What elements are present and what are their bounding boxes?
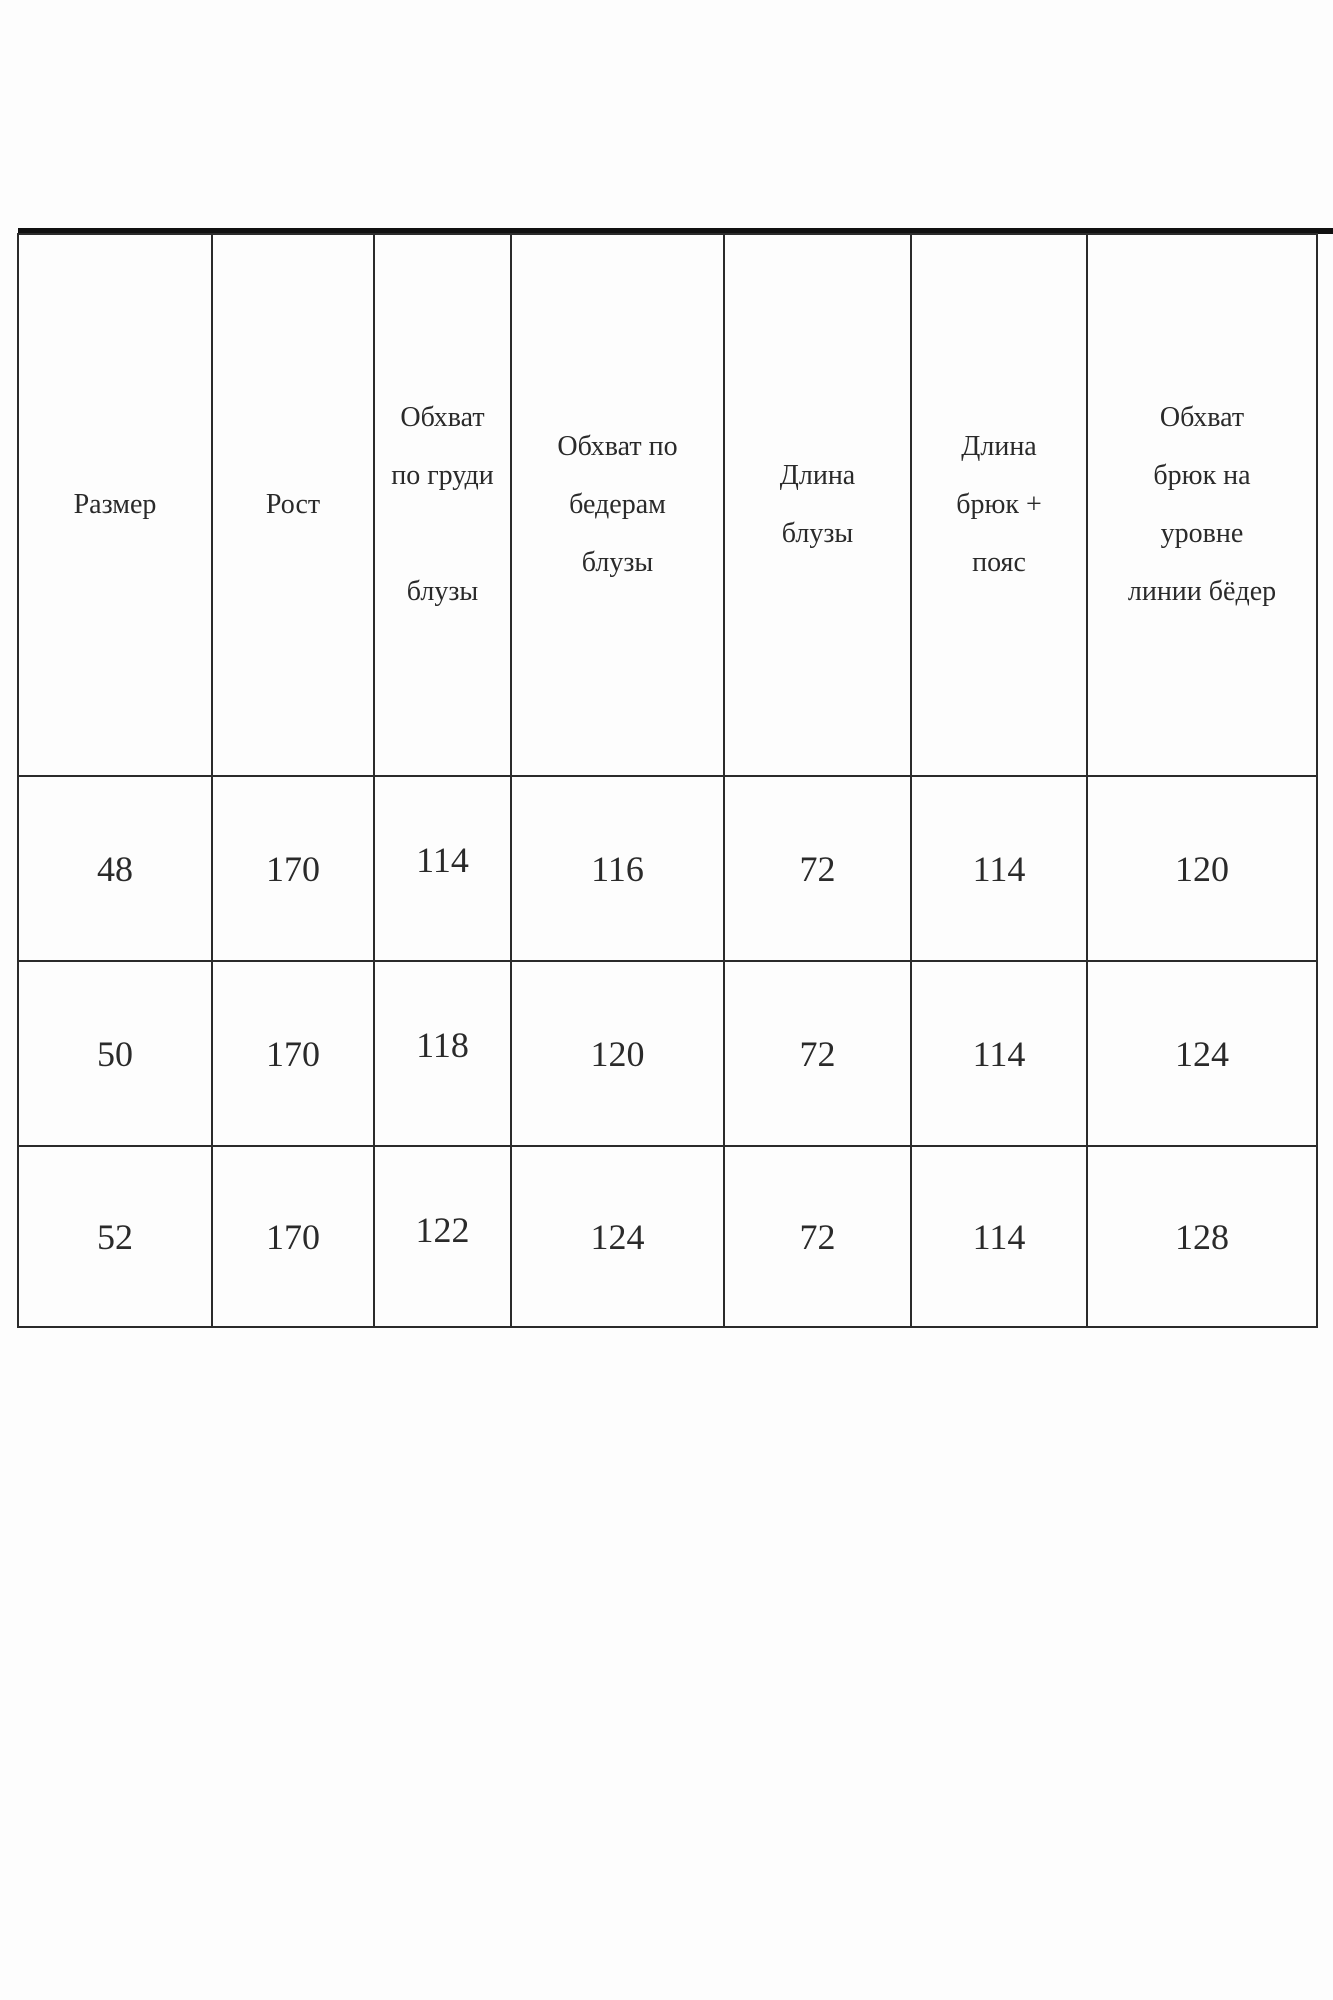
size-chart-table [17,233,1318,1328]
table-row [18,776,1317,961]
table-cell: 114 [911,1146,1087,1327]
table-cell: 120 [511,961,724,1146]
table-row [18,961,1317,1146]
table-cell: 170 [212,1146,374,1327]
header-bust: Обхват по груди блузы [374,234,511,776]
table-cell: 114 [911,776,1087,961]
header-height: Рост [212,234,374,776]
header-size: Размер [18,234,212,776]
table-cell: 170 [212,776,374,961]
header-trousers-hips: Обхват брюк на уровне линии бёдер [1087,234,1317,776]
table-cell: 124 [1087,961,1317,1146]
table-header-row [18,234,1317,776]
table-cell: 128 [1087,1146,1317,1327]
table-cell: 72 [724,961,911,1146]
table-cell: 48 [18,776,212,961]
table-cell: 50 [18,961,212,1146]
table-cell: 120 [1087,776,1317,961]
table-cell: 170 [212,961,374,1146]
header-blouse-hips: Обхват по бедерам блузы [511,234,724,776]
table-cell: 72 [724,776,911,961]
header-trousers-length: Длина брюк + пояс [911,234,1087,776]
table-cell: 124 [511,1146,724,1327]
table-cell: 114 [911,961,1087,1146]
table-cell: 114 [374,776,511,961]
table-cell: 116 [511,776,724,961]
table-cell: 118 [374,961,511,1146]
table-cell: 122 [374,1146,511,1327]
table-row [18,1146,1317,1327]
header-blouse-length: Длина блузы [724,234,911,776]
table-cell: 52 [18,1146,212,1327]
table-cell: 72 [724,1146,911,1327]
